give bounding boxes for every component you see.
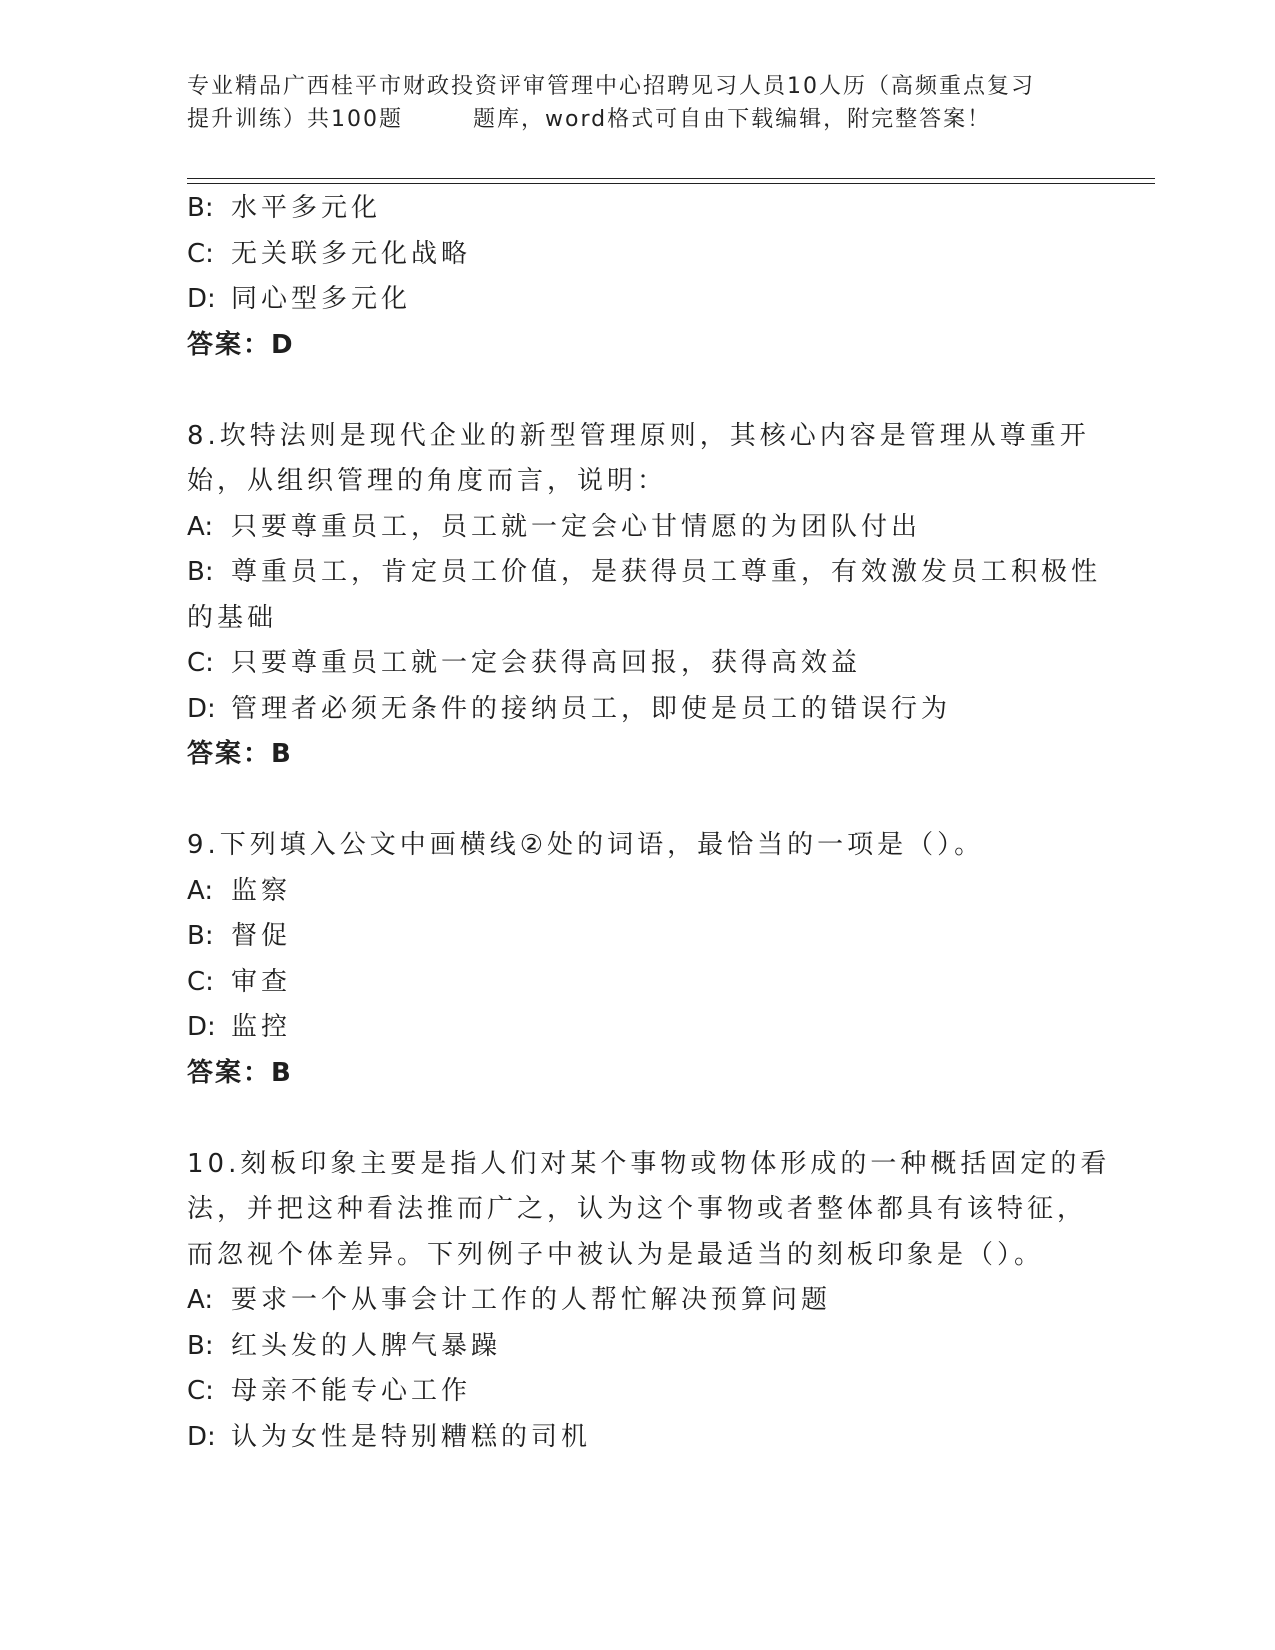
q10-option-b [187,1324,1087,1370]
option-label: B: [187,1330,214,1361]
option-text: 监控 [231,1012,292,1042]
q8-option-b [187,550,1102,596]
q10-option-c [187,1369,1087,1415]
q9-answer: 答案：B [187,1057,293,1088]
q8-answer: 答案：B [187,739,293,769]
option-label: B: [187,557,214,587]
q7-option-c [187,232,1087,278]
option-label: C: [187,238,214,269]
header-rule-top [187,178,1155,179]
option-label: B: [187,921,214,951]
header-line-1: 专业精品广西桂平市财政投资评审管理中心招聘见习人员10人历（高频重点复习 [187,74,1035,99]
option-text: 母亲不能专心工作 [231,1376,472,1406]
option-text: 只要尊重员工就一定会获得高回报，获得高效益 [231,648,862,678]
option-label: B: [187,193,214,223]
q10-option-d [187,1415,1087,1461]
option-text: 督促 [231,921,292,951]
option-label: C: [187,648,214,678]
option-text: 尊重员工，肯定员工价值，是获得员工尊重，有效激发员工积极性 [231,557,1102,587]
option-text: 只要尊重员工，员工就一定会心甘情愿的为团队付出 [231,511,922,542]
option-label: A: [187,875,214,906]
q8-option-b-continued: 的基础 [187,602,278,633]
q10-stem-line-2: 法，并把这种看法推而广之，认为这个事物或者整体都具有该特征， [187,1194,1088,1224]
header-rule-bottom [187,183,1155,184]
q10-stem-line-1: 10.刻板印象主要是指人们对某个事物或物体形成的一种概括固定的看 [187,1148,1111,1179]
option-text: 审查 [231,966,292,997]
option-label: D: [187,693,216,724]
option-text: 无关联多元化战略 [231,238,472,269]
option-label: A: [187,511,214,542]
q10-stem-line-3: 而忽视个体差异。下列例子中被认为是最适当的刻板印象是（）。 [187,1239,1045,1270]
option-label: C: [187,966,214,997]
q8-stem-line-2: 始，从组织管理的角度而言，说明： [187,466,668,496]
q9-option-a [187,869,1087,915]
option-label: D: [187,284,216,314]
option-text: 要求一个从事会计工作的人帮忙解决预算问题 [231,1285,832,1315]
option-label: A: [187,1285,214,1315]
document-body [187,186,1111,1460]
option-text: 水平多元化 [231,193,382,223]
q9-option-c [187,960,1087,1006]
q7-option-b [187,186,1087,232]
q7-option-d [187,277,1087,323]
q8-option-d [187,687,1087,733]
page-header [187,70,1087,136]
header-line-2-left: 提升训练）共100题 [187,107,403,132]
option-text: 管理者必须无条件的接纳员工，即使是员工的错误行为 [231,693,952,724]
q8-option-c [187,641,1087,687]
q10-option-a [187,1278,1087,1324]
q8-option-a [187,505,1087,551]
option-text: 监察 [231,875,292,906]
q9-option-b [187,914,1087,960]
option-label: D: [187,1421,216,1452]
q9-option-d [187,1005,1087,1051]
q9-stem: 9.下列填入公文中画横线②处的词语，最恰当的一项是（）。 [187,830,985,860]
option-text: 认为女性是特别糟糕的司机 [231,1421,592,1452]
option-label: D: [187,1012,216,1042]
q8-stem-line-1: 8.坎特法则是现代企业的新型管理原则，其核心内容是管理从尊重开 [187,420,1090,451]
option-label: C: [187,1376,214,1406]
q7-answer: 答案：D [187,329,295,360]
header-line-2 [187,103,1087,136]
header-line-2-right: 题库，word格式可自由下载编辑，附完整答案！ [473,107,992,132]
option-text: 红头发的人脾气暴躁 [231,1330,502,1361]
option-text: 同心型多元化 [231,284,412,314]
